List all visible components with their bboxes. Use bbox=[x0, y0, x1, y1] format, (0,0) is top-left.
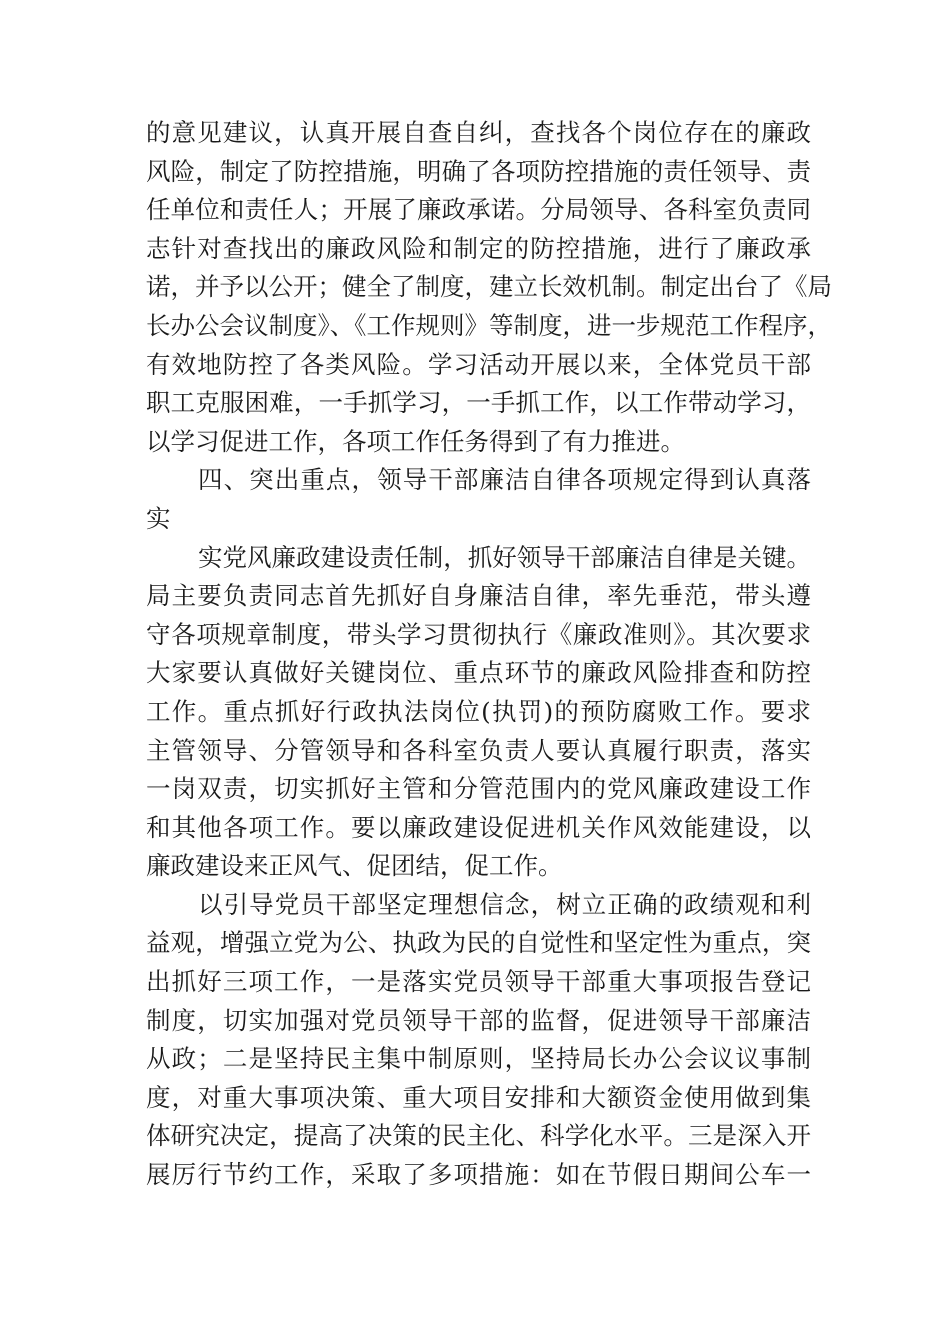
text-line: 实党风廉政建设责任制，抓好领导干部廉洁自律是关键。 bbox=[198, 542, 811, 572]
document-body bbox=[146, 114, 832, 1195]
text-line: 大家要认真做好关键岗位、重点环节的廉政风险排查和防控 bbox=[146, 658, 811, 688]
text-line: 长办公会议制度》、《工作规则》等制度，进一步规范工作程序， bbox=[146, 310, 832, 340]
text-line: 主管领导、分管领导和各科室负责人要认真履行职责，落实 bbox=[146, 735, 811, 765]
text-line: 益观，增强立党为公、执政为民的自觉性和坚定性为重点，突 bbox=[146, 928, 811, 958]
text-line: 度，对重大事项决策、重大项目安排和大额资金使用做到集 bbox=[146, 1082, 811, 1112]
text-line: 风险，制定了防控措施，明确了各项防控措施的责任领导、责 bbox=[146, 156, 811, 186]
text-line: 制度，切实加强对党员领导干部的监督，促进领导干部廉洁 bbox=[146, 1005, 811, 1035]
text-line: 有效地防控了各类风险。学习活动开展以来，全体党员干部 bbox=[146, 349, 811, 379]
text-line: 职工克服困难，一手抓学习，一手抓工作，以工作带动学习， bbox=[146, 388, 811, 418]
text-line: 展厉行节约工作，采取了多项措施：如在节假日期间公车一 bbox=[146, 1160, 811, 1190]
text-line: 任单位和责任人；开展了廉政承诺。分局领导、各科室负责同 bbox=[146, 195, 811, 225]
text-line: 和其他各项工作。要以廉政建设促进机关作风效能建设，以 bbox=[146, 812, 811, 842]
text-line: 局主要负责同志首先抓好自身廉洁自律，率先垂范，带头遵 bbox=[146, 581, 811, 611]
text-line: 工作。重点抓好行政执法岗位(执罚)的预防腐败工作。要求 bbox=[146, 696, 811, 726]
text-line: 以学习促进工作，各项工作任务得到了有力推进。 bbox=[146, 426, 685, 456]
text-line: 的意见建议，认真开展自查自纠，查找各个岗位存在的廉政 bbox=[146, 118, 811, 147]
text-line: 诺，并予以公开；健全了制度，建立长效机制。制定出台了《局 bbox=[146, 272, 832, 302]
text-line: 四、突出重点，领导干部廉洁自律各项规定得到认真落 bbox=[198, 465, 811, 495]
text-line: 从政；二是坚持民主集中制原则，坚持局长办公会议议事制 bbox=[146, 1044, 811, 1074]
text-line: 实 bbox=[146, 503, 171, 533]
text-line: 守各项规章制度，带头学习贯彻执行《廉政准则》。其次要求 bbox=[146, 619, 811, 649]
text-line: 廉政建设来正风气、促团结，促工作。 bbox=[146, 851, 563, 881]
text-line: 一岗双责，切实抓好主管和分管范围内的党风廉政建设工作 bbox=[146, 774, 811, 804]
text-line: 以引导党员干部坚定理想信念，树立正确的政绩观和利 bbox=[198, 889, 811, 919]
text-line: 志针对查找出的廉政风险和制定的防控措施，进行了廉政承 bbox=[146, 233, 811, 263]
text-line: 出抓好三项工作，一是落实党员领导干部重大事项报告登记 bbox=[146, 967, 811, 997]
text-line: 体研究决定，提高了决策的民主化、科学化水平。三是深入开 bbox=[146, 1121, 811, 1151]
